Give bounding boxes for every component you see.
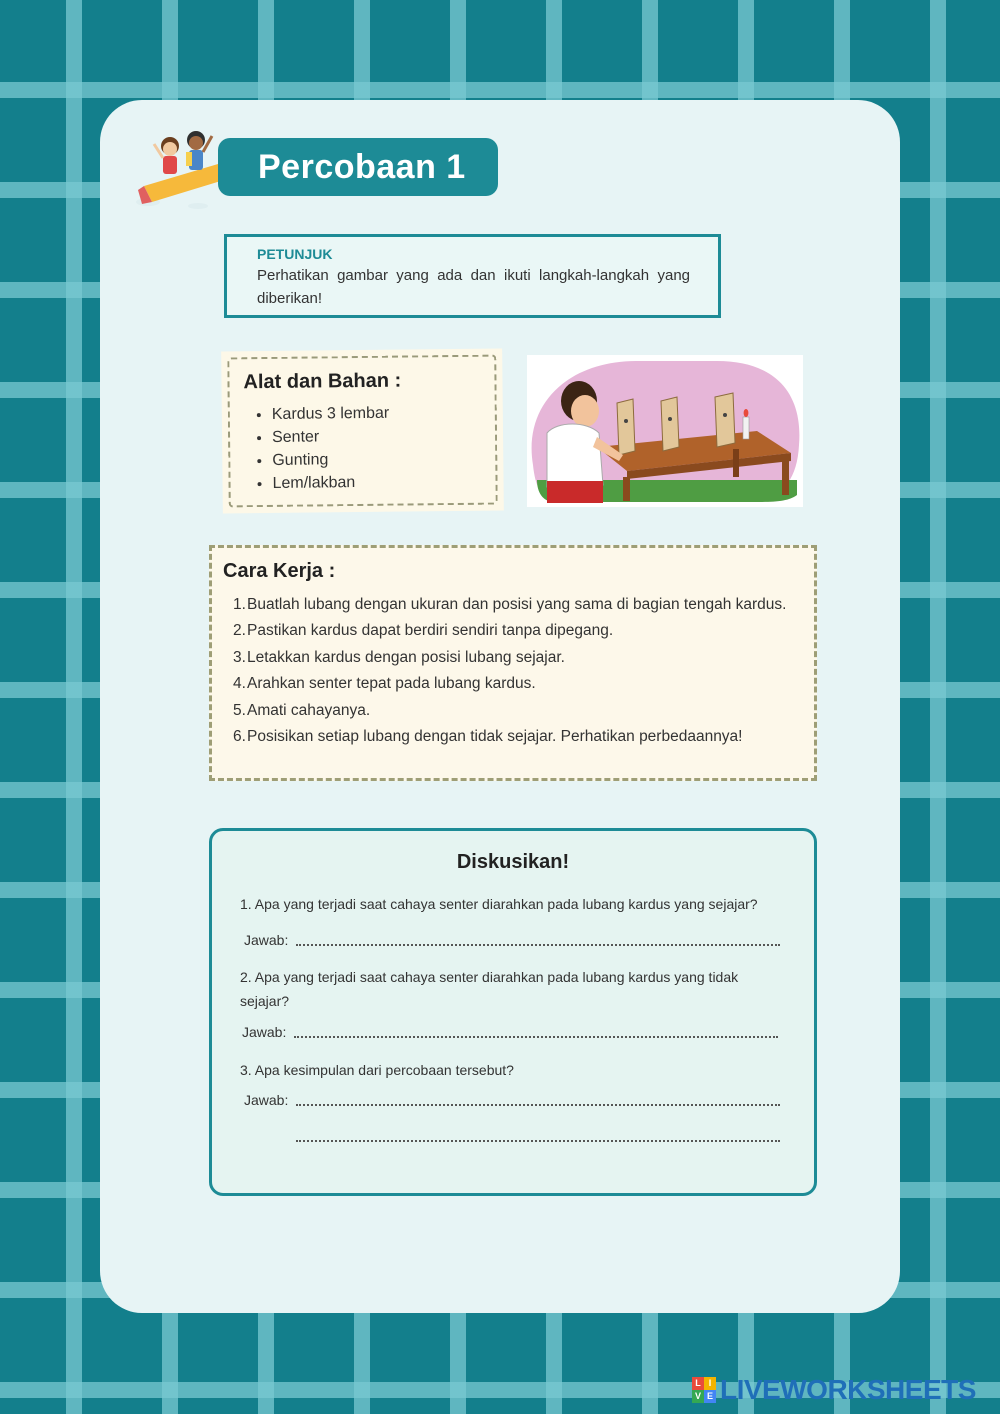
answer-label-3: Jawab: bbox=[244, 1092, 289, 1108]
step-text: Letakkan kardus dengan posisi lubang sejajar. bbox=[247, 648, 565, 666]
step-number: 6. bbox=[233, 728, 246, 746]
list-item: • Kardus 3 lembar bbox=[272, 402, 390, 426]
answer-label-2: Jawab: bbox=[242, 1024, 287, 1040]
list-item: • Lem/lakban bbox=[272, 471, 390, 495]
step-text: Pastikan kardus dapat berdiri sendiri tanpa dipegang. bbox=[247, 622, 614, 640]
badge-letter: V bbox=[692, 1390, 704, 1403]
question-3: 3. Apa kesimpulan dari percobaan tersebut? bbox=[240, 1062, 514, 1078]
badge-letter: L bbox=[692, 1377, 704, 1390]
step-text: Amati cahayanya. bbox=[247, 701, 371, 719]
instruction-label: PETUNJUK bbox=[257, 246, 333, 262]
discussion-heading: Diskusikan! bbox=[456, 851, 570, 873]
list-item: • Gunting bbox=[272, 448, 390, 472]
page-title: Percobaan 1 bbox=[258, 148, 466, 186]
liveworksheets-wordmark[interactable]: LIVEWORKSHEETS bbox=[720, 1374, 976, 1405]
experiment-illustration bbox=[527, 355, 803, 507]
answer-label-1: Jawab: bbox=[244, 932, 289, 948]
list-item: • Senter bbox=[272, 425, 390, 449]
materials-heading: Alat dan Bahan : bbox=[243, 369, 402, 394]
step-text: Arahkan senter tepat pada lubang kardus. bbox=[247, 675, 536, 693]
step-number: 4. bbox=[233, 675, 246, 693]
instruction-text: Perhatikan gambar yang ada dan ikuti langkah-langkah yang diberikan! bbox=[257, 267, 690, 307]
badge-letter: E bbox=[704, 1390, 716, 1403]
badge-letter: I bbox=[704, 1377, 716, 1390]
step-number: 5. bbox=[233, 701, 246, 719]
list-item bbox=[233, 618, 787, 644]
list-item bbox=[233, 592, 787, 618]
instruction-box bbox=[224, 234, 721, 318]
step-number: 3. bbox=[233, 648, 246, 666]
procedure-list bbox=[233, 592, 787, 750]
answer-line-1[interactable] bbox=[296, 944, 780, 946]
question-1: 1. Apa yang terjadi saat cahaya senter diarahkan pada lubang kardus yang sejajar? bbox=[240, 896, 758, 912]
liveworksheets-logo bbox=[692, 1374, 976, 1406]
step-text: Posisikan setiap lubang dengan tidak sejajar. Perhatikan perbedaannya! bbox=[247, 728, 743, 746]
question-2: 2. Apa yang terjadi saat cahaya senter diarahkan pada lubang kardus yang tidak sejajar? bbox=[240, 969, 739, 1009]
list-item bbox=[233, 645, 787, 671]
list-item bbox=[233, 698, 787, 724]
materials-list bbox=[252, 402, 390, 495]
list-item bbox=[233, 671, 787, 697]
step-number: 2. bbox=[233, 622, 246, 640]
procedure-box bbox=[209, 545, 817, 781]
answer-line-3[interactable] bbox=[296, 1104, 780, 1106]
answer-line-3b[interactable] bbox=[296, 1140, 780, 1142]
liveworksheets-badge-icon bbox=[692, 1377, 716, 1403]
procedure-heading: Cara Kerja : bbox=[223, 560, 336, 582]
step-number: 1. bbox=[233, 596, 246, 613]
step-text: Buatlah lubang dengan ukuran dan posisi yang sama di bagian tengah kardus. bbox=[247, 596, 787, 613]
materials-note bbox=[221, 349, 504, 514]
title-banner bbox=[128, 124, 508, 214]
list-item bbox=[233, 724, 787, 750]
answer-line-2[interactable] bbox=[294, 1036, 778, 1038]
discussion-box bbox=[209, 828, 817, 1196]
